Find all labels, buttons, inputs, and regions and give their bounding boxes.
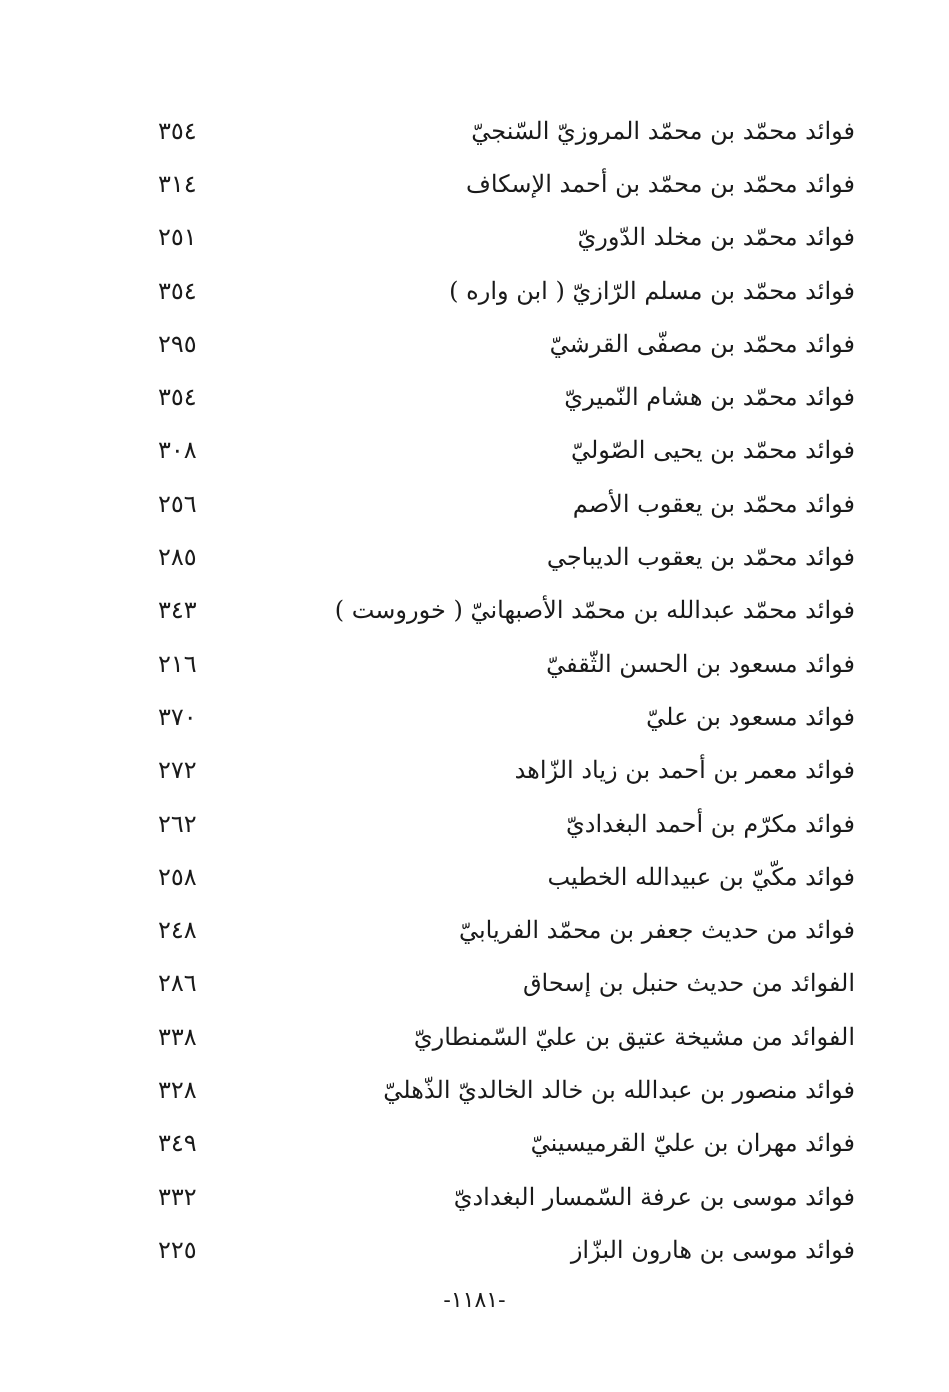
entry-page-number: ٢١٦: [158, 649, 197, 678]
entry-title: فوائد مكرّم بن أحمد البغداديّ: [565, 809, 855, 838]
index-entry: [150, 104, 855, 157]
entry-title: فوائد محمّد بن يعقوب الأصم: [572, 489, 855, 518]
index-entry: [150, 477, 855, 530]
index-entry: [150, 317, 855, 370]
entry-title: فوائد معمر بن أحمد بن زياد الزّاهد: [514, 756, 855, 785]
index-entry: [150, 850, 855, 903]
index-entry: [150, 424, 855, 477]
index-entry: [150, 1170, 855, 1223]
entry-page-number: ٣٣٨: [158, 1022, 197, 1051]
index-entry: [150, 957, 855, 1010]
index-list: [150, 104, 855, 1277]
entry-title: فوائد محمّد بن محمّد بن أحمد الإسكاف: [465, 169, 855, 198]
entry-page-number: ٣٠٨: [158, 436, 197, 465]
entry-page-number: ٢٥٨: [158, 862, 197, 891]
entry-title: فوائد مسعود بن الحسن الثّقفيّ: [546, 649, 855, 678]
entry-title: فوائد محمّد بن محمّد المروزيّ السّنجيّ: [471, 116, 855, 145]
entry-title: فوائد موسى بن عرفة السّمسار البغداديّ: [453, 1182, 855, 1211]
entry-page-number: ٢٤٨: [158, 916, 197, 945]
entry-page-number: ٣٤٣: [158, 596, 197, 625]
index-entry: [150, 157, 855, 210]
entry-page-number: ٣٢٨: [158, 1075, 197, 1104]
index-entry: [150, 530, 855, 583]
index-entry: [150, 690, 855, 743]
entry-title: فوائد محمّد بن هشام النّميريّ: [564, 383, 855, 412]
entry-title: فوائد من حديث جعفر بن محمّد الفريابيّ: [459, 916, 855, 945]
index-entry: [150, 211, 855, 264]
entry-page-number: ٢٩٥: [158, 329, 197, 358]
entry-title: الفوائد من حديث حنبل بن إسحاق: [522, 969, 855, 998]
entry-title: فوائد محمّد عبدالله بن محمّد الأصبهانيّ ( خوروست ): [334, 596, 855, 625]
entry-page-number: ٣٥٤: [158, 116, 197, 145]
index-entry: [150, 797, 855, 850]
entry-title: فوائد محمّد بن مخلد الدّوريّ: [577, 223, 855, 252]
page-folio-number: -١١٨١-: [443, 1288, 506, 1313]
entry-title: فوائد مهران بن عليّ القرميسينيّ: [530, 1129, 855, 1158]
entry-page-number: ٢٢٥: [158, 1235, 197, 1264]
index-entry: [150, 637, 855, 690]
index-entry: [150, 264, 855, 317]
entry-page-number: ٢٥١: [158, 223, 197, 252]
entry-title: فوائد مكّيّ بن عبيدالله الخطيب: [547, 862, 855, 891]
entry-page-number: ٢٥٦: [158, 489, 197, 518]
entry-page-number: ٢٧٢: [158, 756, 197, 785]
entry-page-number: ٣٣٢: [158, 1182, 197, 1211]
entry-page-number: ٣٤٩: [158, 1129, 197, 1158]
index-entry: [150, 370, 855, 423]
index-entry: [150, 1010, 855, 1063]
entry-title: فوائد محمّد بن يعقوب الديباجي: [546, 543, 855, 572]
index-entry: [150, 584, 855, 637]
entry-title: الفوائد من مشيخة عتيق بن عليّ السّمنطاريّ: [413, 1022, 855, 1051]
entry-title: فوائد منصور بن عبدالله بن خالد الخالديّ الذّهليّ: [383, 1075, 855, 1104]
entry-page-number: ٢٨٦: [158, 969, 197, 998]
entry-title: فوائد محمّد بن يحيى الصّوليّ: [570, 436, 855, 465]
entry-page-number: ٣٥٤: [158, 276, 197, 305]
index-entry: [150, 1223, 855, 1276]
entry-page-number: ٣١٤: [158, 169, 197, 198]
entry-page-number: ٢٨٥: [158, 543, 197, 572]
entry-page-number: ٢٦٢: [158, 809, 197, 838]
index-entry: [150, 903, 855, 956]
entry-title: فوائد مسعود بن عليّ: [646, 702, 855, 731]
entry-page-number: ٣٥٤: [158, 383, 197, 412]
index-entry: [150, 1117, 855, 1170]
entry-title: فوائد موسى بن هارون البزّاز: [570, 1235, 855, 1264]
entry-page-number: ٣٧٠: [158, 702, 197, 731]
entry-title: فوائد محمّد بن مسلم الرّازيّ ( ابن واره ): [449, 276, 855, 305]
entry-title: فوائد محمّد بن مصفّى القرشيّ: [549, 329, 855, 358]
index-entry: [150, 1063, 855, 1116]
index-entry: [150, 744, 855, 797]
